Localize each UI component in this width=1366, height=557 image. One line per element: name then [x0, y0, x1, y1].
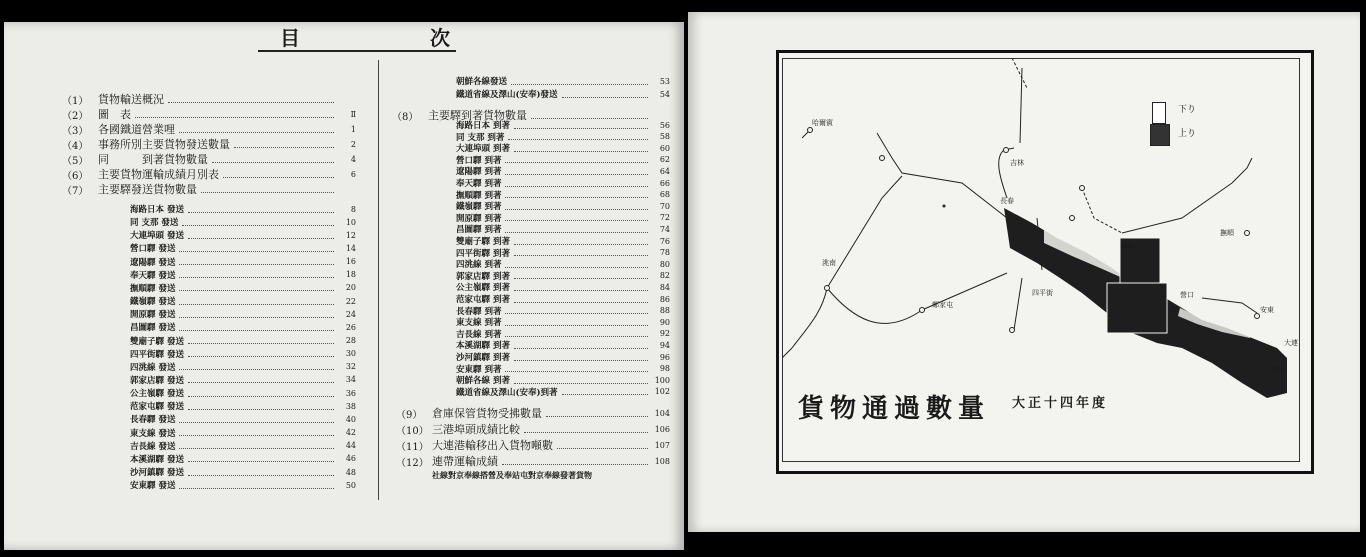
toc-entry-page: 90 — [659, 317, 670, 327]
toc-entry-page: 24 — [345, 309, 356, 319]
dot-leader — [502, 458, 648, 465]
toc-entry-page: 78 — [659, 248, 670, 258]
toc-entry-page: 10 — [345, 217, 356, 227]
toc-entry — [130, 399, 356, 413]
toc-entry-page: 28 — [345, 336, 356, 345]
toc-entry-label: 安東驛 到著 — [456, 364, 502, 375]
toc-entry-page: 53 — [659, 76, 670, 86]
toc-entry-label: 沙河鎮驛 發送 — [130, 468, 184, 478]
toc-entry-label: 吉長線 到著 — [456, 329, 502, 340]
toc-entry-label: 同 支那 發送 — [130, 218, 179, 229]
toc-entry — [62, 137, 356, 151]
dot-leader — [179, 324, 334, 331]
dot-leader — [511, 78, 648, 85]
place-label: 大連 — [1284, 339, 1298, 347]
dot-leader — [179, 482, 334, 489]
toc-entry-page: 18 — [345, 270, 356, 280]
dot-leader — [505, 319, 648, 326]
dot-leader — [514, 354, 648, 361]
toc-entry-label: 本溪湖驛 發送 — [130, 454, 184, 465]
toc-entry-label: 奉天驛 到著 — [456, 179, 502, 189]
toc-entry — [130, 373, 356, 387]
toc-entry-label: 四平街驛 到著 — [456, 248, 510, 259]
toc-entry-page: 58 — [659, 132, 670, 142]
toc-entry-label: 海路日本 發送 — [130, 205, 184, 215]
dot-leader — [201, 186, 334, 193]
toc-entry-page: 62 — [659, 155, 670, 165]
dot-leader — [179, 416, 334, 423]
toc-entry-page: 84 — [659, 282, 670, 292]
toc-entry-label: 連帶運輸成績 — [432, 455, 498, 468]
toc-entry-page: 68 — [659, 190, 670, 200]
toc-entry-label: 圖 表 — [98, 108, 131, 121]
toc-title — [280, 22, 450, 51]
toc-entry — [456, 74, 670, 88]
toc-entry-page: 100 — [654, 375, 670, 385]
toc-entry-label: 三港埠頭成績比較 — [432, 423, 520, 436]
dot-leader — [524, 426, 648, 433]
dot-leader — [212, 156, 334, 163]
toc-entry — [62, 122, 356, 136]
place-label: 撫順 — [1220, 229, 1234, 237]
toc-entry — [130, 426, 356, 440]
dot-leader — [188, 350, 334, 357]
dot-leader — [514, 238, 648, 245]
toc-entry-page: 92 — [659, 329, 670, 339]
toc-entry-page: 20 — [345, 283, 356, 293]
toc-entry-page: 82 — [659, 271, 670, 281]
dot-leader — [505, 214, 648, 221]
dot-leader — [179, 284, 334, 291]
toc-entry — [62, 152, 356, 166]
toc-entry-page: 54 — [659, 89, 670, 99]
toc-entry-number: （1） — [62, 95, 89, 107]
toc-entry-label: 同 支那 到著 — [456, 132, 505, 143]
toc-entry-label: 長春驛 到著 — [456, 306, 502, 317]
legend-up: 上り — [1178, 129, 1197, 139]
dot-leader — [514, 342, 648, 349]
toc-entry-label: 鐵嶺驛 到著 — [456, 202, 502, 213]
dot-leader — [505, 168, 648, 175]
dot-leader — [514, 377, 648, 384]
dot-leader — [505, 261, 648, 268]
toc-entry-page: 72 — [659, 213, 670, 223]
toc-entry-number: （5） — [62, 155, 89, 167]
dot-leader — [188, 337, 334, 344]
dot-leader — [546, 410, 648, 417]
toc-entry-page: 30 — [345, 349, 356, 359]
toc-entry-label: 撫順驛 發送 — [130, 283, 176, 294]
dot-leader — [514, 272, 648, 279]
toc-entry-page: 32 — [345, 362, 356, 372]
toc-entry-label: 開原驛 發送 — [130, 310, 176, 321]
toc-entry-label: 鐵道省線及澤山(安奉)發送 — [456, 90, 558, 100]
toc-entry-number: （11） — [396, 441, 429, 453]
toc-entry-number: （2） — [62, 110, 89, 122]
toc-entry-label: 郭家店驛 發送 — [130, 375, 184, 386]
toc-entry-label: 四平街驛 發送 — [130, 349, 184, 360]
toc-entry-label: 雙廟子驛 發送 — [130, 336, 184, 347]
toc-entry-page: Ⅱ — [350, 109, 356, 119]
toc-entry-page: 107 — [654, 440, 670, 450]
toc-entry — [130, 478, 356, 492]
toc-entry-number: （12） — [396, 457, 429, 469]
toc-entry — [130, 465, 356, 479]
toc-entry-label: 主要驛發送貨物數量 — [98, 183, 197, 196]
toc-entry-number: （8） — [392, 111, 419, 123]
toc-entry-number: （10） — [396, 425, 429, 437]
toc-entry-label: 大連埠頭 到著 — [456, 144, 510, 155]
dot-leader — [505, 156, 648, 163]
toc-entry-label: 四洮線 到著 — [456, 260, 502, 271]
toc-entry-label: 各國鐵道營業哩 — [98, 123, 175, 136]
toc-entry-page: 104 — [654, 408, 670, 418]
dot-leader — [179, 258, 334, 265]
toc-entry-page: 86 — [659, 294, 670, 304]
dot-leader — [182, 219, 334, 226]
toc-entry — [62, 92, 356, 106]
toc-entry-page: 6 — [350, 169, 356, 179]
place-label: 旅順 — [1270, 366, 1284, 374]
toc-entry — [130, 439, 356, 453]
dot-leader — [234, 141, 334, 148]
dot-leader — [179, 429, 334, 436]
place-label: 哈爾賓 — [812, 119, 833, 127]
toc-entry-label: 范家屯驛 到著 — [456, 295, 510, 305]
dot-leader — [188, 469, 334, 476]
toc-entry-page: 60 — [659, 143, 670, 153]
legend-down: 下り — [1178, 105, 1197, 115]
toc-entry — [396, 438, 670, 452]
toc-entry-label: 昌圖驛 到著 — [456, 225, 502, 236]
toc-entry-page: 26 — [345, 322, 356, 332]
toc-entry-page: 74 — [659, 224, 670, 234]
toc-entry-label: 遼陽驛 發送 — [130, 257, 176, 268]
toc-entry — [396, 422, 670, 436]
toc-entry-number: （9） — [396, 409, 423, 421]
toc-entry-page: 38 — [345, 401, 356, 411]
toc-entry-label: 朝鮮各線 到著 — [456, 376, 510, 387]
dot-leader — [135, 111, 334, 118]
toc-entry-label: 營口驛 發送 — [130, 244, 176, 255]
dot-leader — [168, 96, 334, 103]
toc-entry — [130, 360, 356, 374]
toc-entry — [130, 307, 356, 321]
dot-leader — [505, 180, 648, 187]
toc-entry-page: 36 — [345, 388, 356, 398]
toc-entry-page: 14 — [345, 243, 356, 253]
toc-entry — [456, 87, 670, 101]
toc-entry-label: 主要驛到著貨物數量 — [428, 109, 527, 122]
dot-leader — [514, 249, 648, 256]
toc-entry-label: 開原驛 到著 — [456, 213, 502, 224]
dot-leader — [188, 206, 334, 213]
dot-leader — [188, 376, 334, 383]
place-label: 長春 — [1000, 197, 1014, 205]
toc-entry-label: 雙廟子驛 到著 — [456, 237, 510, 247]
toc-entry-page: 34 — [345, 375, 356, 385]
column-divider — [378, 60, 379, 500]
toc-entry-page: 56 — [659, 120, 670, 130]
map-subtitle: 大正十四年度 — [1012, 396, 1109, 411]
toc-entry-label: 海路日本 到著 — [456, 121, 510, 131]
toc-entry-page: 88 — [659, 306, 670, 316]
toc-entry — [130, 281, 356, 295]
map-title: 貨物通過數量 — [798, 394, 991, 424]
dot-leader — [188, 403, 334, 410]
dot-leader — [514, 145, 648, 152]
toc-entry — [130, 202, 356, 216]
dot-leader — [562, 388, 648, 395]
dot-leader — [179, 298, 334, 305]
toc-entry-label: 范家屯驛 發送 — [130, 402, 184, 413]
toc-entry-page: 46 — [345, 454, 356, 464]
toc-entry-label: 昌圖驛 發送 — [130, 323, 176, 334]
toc-entry — [396, 454, 670, 468]
place-label: 鄭家屯 — [932, 301, 953, 309]
legend-swatch-down — [1152, 102, 1166, 124]
toc-entry-page: 12 — [345, 230, 356, 240]
toc-entry-page: 1 — [350, 124, 356, 134]
dot-leader — [179, 363, 334, 370]
toc-entry-number: （6） — [62, 170, 89, 182]
toc-entry — [130, 347, 356, 361]
toc-entry-label: 倉庫保管貨物受拂數量 — [432, 407, 542, 420]
toc-entry-page: 40 — [345, 414, 356, 424]
place-label: 營口 — [1180, 291, 1194, 299]
toc-entry — [130, 294, 356, 308]
toc-entry-label: 營口驛 到著 — [456, 155, 502, 166]
dot-leader — [557, 442, 648, 449]
toc-entry-label: 奉天驛 發送 — [130, 270, 176, 281]
toc-entry-label: 事務所別主要貨物發送數量 — [98, 138, 230, 151]
dot-leader — [514, 284, 648, 291]
toc-entry-page: 98 — [659, 364, 670, 374]
toc-entry-page: 8 — [350, 204, 356, 214]
toc-entry-label: 四洮線 發送 — [130, 362, 176, 373]
place-label: 奉天 — [1120, 243, 1134, 251]
toc-entry-label: 鐵嶺驛 發送 — [130, 297, 176, 308]
toc-entry-page: 42 — [345, 428, 356, 438]
toc-entry — [130, 228, 356, 242]
toc-entry-page: 44 — [345, 441, 356, 451]
toc-entry-label: 郭家店驛 到著 — [456, 271, 510, 282]
toc-entry-number: （3） — [62, 125, 89, 137]
toc-entry-page: 4 — [350, 154, 356, 164]
toc-entry-page: 48 — [345, 467, 356, 477]
toc-entry — [396, 406, 670, 420]
toc-entry — [130, 268, 356, 282]
toc-entry-label: 東支線 到著 — [456, 318, 502, 329]
dot-leader — [505, 203, 648, 210]
dot-leader — [562, 91, 648, 98]
toc-entry-label: 本溪湖驛 到著 — [456, 341, 510, 352]
dot-leader — [179, 126, 334, 133]
dot-leader — [179, 442, 334, 449]
toc-entry — [62, 182, 356, 196]
toc-entry-page: 22 — [345, 296, 356, 306]
toc-title-char: 次 — [430, 26, 450, 50]
toc-entry — [130, 386, 356, 400]
toc-entry-page: 106 — [654, 424, 670, 434]
toc-entry — [130, 412, 356, 426]
toc-entry-label: 同 到著貨物數量 — [98, 153, 208, 166]
dot-leader — [514, 122, 648, 129]
dot-leader — [505, 226, 648, 233]
dot-leader — [514, 296, 648, 303]
toc-entry-page: 94 — [659, 340, 670, 350]
toc-entry — [130, 452, 356, 466]
toc-entry-page: 50 — [345, 480, 356, 490]
toc-entry-page: 64 — [659, 166, 670, 176]
toc-entry-label: 撫順驛 到著 — [456, 190, 502, 201]
toc-entry-label: 沙河鎮驛 到著 — [456, 353, 510, 363]
toc-entry-page: 16 — [345, 257, 356, 267]
toc-entry — [62, 107, 356, 121]
dot-leader — [505, 330, 648, 337]
toc-entry-label: 朝鮮各線發送 — [456, 77, 508, 87]
toc-entry-page: 102 — [654, 387, 670, 397]
toc-entry — [130, 241, 356, 255]
dot-leader — [505, 365, 648, 372]
toc-entry-label: 遼陽驛 到著 — [456, 167, 502, 178]
place-label: 吉林 — [1010, 159, 1024, 167]
toc-entry-label: 安東驛 發送 — [130, 481, 176, 492]
toc-entry-label: 吉長線 發送 — [130, 441, 176, 452]
dot-leader — [508, 133, 648, 140]
toc-entry — [130, 334, 356, 348]
toc-entry-label: 公主嶺驛 到著 — [456, 283, 510, 294]
toc-entry-12-sub: 社線對京奉線搭營及奉站屯對京奉線發著貨物 — [432, 470, 592, 480]
toc-entry — [130, 320, 356, 334]
place-label: 四平街 — [1032, 289, 1053, 297]
toc-entry-page: 2 — [350, 139, 356, 149]
toc-entry-label: 長春驛 發送 — [130, 415, 176, 426]
place-label: 洮南 — [822, 259, 836, 267]
toc-entry-page: 66 — [659, 178, 670, 188]
toc-entry-page: 108 — [654, 456, 670, 466]
dot-leader — [188, 455, 334, 462]
dot-leader — [179, 271, 334, 278]
dot-leader — [179, 311, 334, 318]
toc-title-char: 目 — [280, 26, 300, 50]
place-label: 安東 — [1260, 306, 1274, 314]
toc-entry-label: 公主嶺驛 發送 — [130, 389, 184, 400]
toc-entry-label: 大連港輸移出入貨物噸數 — [432, 439, 553, 452]
toc-entry-label: 貨物輸送概況 — [98, 93, 164, 106]
toc-entry — [130, 215, 356, 229]
dot-leader — [179, 245, 334, 252]
dot-leader — [505, 307, 648, 314]
title-rule — [258, 50, 456, 52]
toc-entry-label: 大連埠頭 發送 — [130, 231, 184, 242]
toc-entry-label: 主要貨物運輸成績月別表 — [98, 168, 219, 181]
toc-entry-page: 96 — [659, 352, 670, 362]
dot-leader — [188, 390, 334, 397]
toc-entry-page: 80 — [659, 259, 670, 269]
toc-entry — [456, 385, 670, 399]
legend-swatch-up — [1150, 124, 1170, 146]
dot-leader — [223, 171, 334, 178]
toc-entry-label: 鐵道省線及澤山(安奉)到著 — [456, 387, 558, 398]
toc-entry-number: （7） — [62, 185, 89, 197]
toc-entry-label: 東支線 發送 — [130, 428, 176, 439]
dot-leader — [505, 191, 648, 198]
toc-entry — [130, 255, 356, 269]
toc-entry — [62, 167, 356, 181]
toc-entry-number: （4） — [62, 140, 89, 152]
toc-entry-page: 70 — [659, 201, 670, 211]
dot-leader — [188, 232, 334, 239]
toc-entry-page: 76 — [659, 236, 670, 246]
